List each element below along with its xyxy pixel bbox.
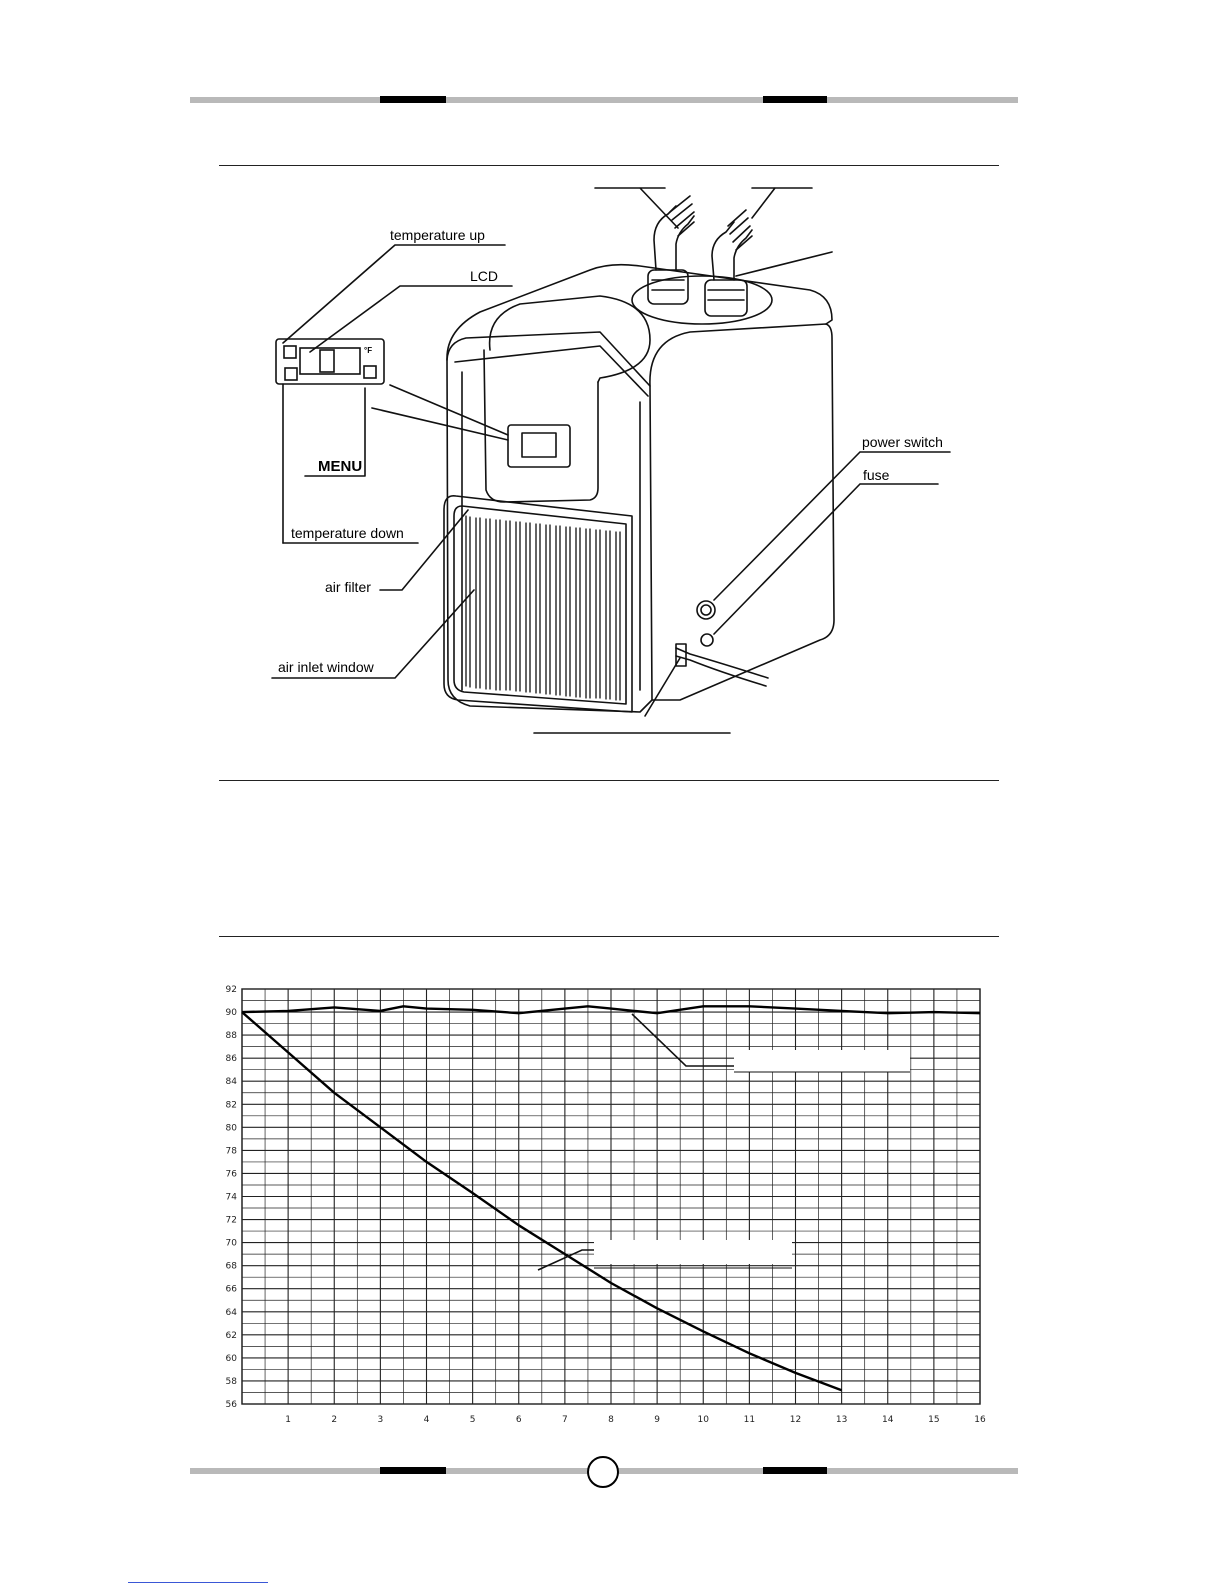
x-tick-label: 14 (882, 1415, 894, 1425)
x-tick-label: 2 (331, 1415, 338, 1425)
footer-link-underline[interactable] (128, 1582, 268, 1583)
y-tick-label: 76 (225, 1169, 237, 1180)
y-tick-label: 60 (225, 1353, 237, 1364)
x-tick-label: 10 (697, 1415, 709, 1425)
label-temperature-up: temperature up (390, 227, 485, 243)
label-menu: MENU (318, 458, 363, 475)
y-tick-label: 86 (225, 1054, 237, 1065)
y-tick-label: 80 (225, 1123, 237, 1134)
y-tick-label: 72 (225, 1215, 237, 1226)
x-tick-label: 15 (928, 1415, 940, 1425)
label-power-switch: power switch (862, 434, 943, 450)
x-tick-label: 6 (515, 1415, 522, 1425)
label-temperature-down: temperature down (291, 525, 404, 541)
y-tick-label: 82 (225, 1100, 237, 1111)
x-tick-label: 1 (285, 1415, 291, 1425)
x-tick-label: 12 (789, 1415, 802, 1425)
y-tick-label: 70 (225, 1238, 237, 1249)
label-fuse: fuse (863, 467, 890, 483)
chart-callout-box-2 (594, 1240, 792, 1264)
x-tick-label: 3 (377, 1415, 384, 1425)
y-tick-label: 88 (225, 1031, 237, 1042)
x-tick-label: 4 (423, 1415, 430, 1425)
y-tick-label: 66 (225, 1284, 237, 1295)
x-tick-label: 16 (974, 1415, 986, 1425)
footer-bar-accent-left (380, 1467, 446, 1474)
y-tick-label: 56 (225, 1400, 237, 1410)
y-tick-label: 68 (225, 1261, 237, 1272)
y-tick-label: 78 (225, 1146, 237, 1157)
y-tick-label: 74 (225, 1192, 237, 1203)
label-air-inlet-window: air inlet window (278, 659, 374, 675)
x-tick-label: 5 (469, 1415, 476, 1425)
x-tick-label: 8 (608, 1415, 614, 1425)
y-tick-label: 92 (225, 985, 237, 995)
footer-bar-accent-right (763, 1467, 827, 1474)
y-tick-label: 58 (225, 1376, 237, 1387)
y-tick-label: 62 (225, 1330, 237, 1341)
chart-callout-box-1 (734, 1050, 910, 1072)
y-tick-label: 84 (225, 1077, 237, 1088)
label-unit: °F (364, 346, 373, 355)
y-tick-label: 90 (225, 1008, 237, 1019)
label-lcd: LCD (470, 268, 499, 284)
x-tick-label: 13 (835, 1415, 848, 1425)
label-air-filter: air filter (325, 579, 371, 595)
y-tick-label: 64 (225, 1307, 237, 1318)
x-tick-label: 9 (654, 1415, 660, 1425)
page-number-circle (587, 1456, 619, 1488)
x-tick-label: 11 (743, 1415, 756, 1425)
x-tick-label: 7 (562, 1415, 568, 1425)
